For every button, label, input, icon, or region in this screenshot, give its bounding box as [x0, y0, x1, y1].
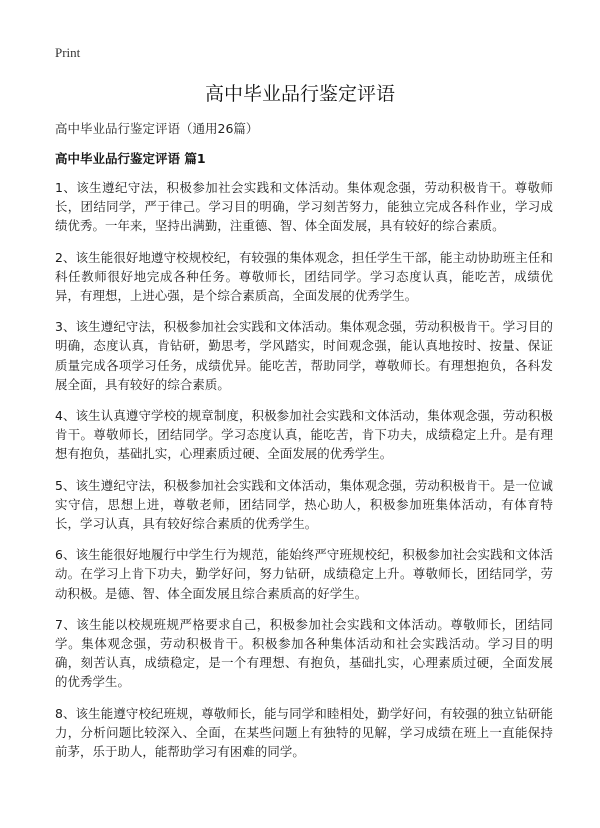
page-title: 高中毕业品行鉴定评语: [204, 83, 395, 105]
paragraph-5: 5、该生遵纪守法，积极参加社会实践和文体活动，集体观念强，劳动积极肯干。是一位诚实守信，思想上进，尊敬老师，团结同学，热心助人，积极参加班集体活动，有体育特长，学习认真，具有较好综合素质的优秀学生。: [55, 477, 553, 532]
print-label[interactable]: Print: [55, 45, 81, 60]
paragraph-4: 4、该生认真遵守学校的规章制度，积极参加社会实践和文体活动，集体观念强，劳动积极肯干。尊敬师长，团结同学。学习态度认真，能吃苦，肯下功夫，成绩稳定上升。是有理想有抱负，基础扎实，心理素质过硬、全面发展的优秀学生。: [55, 408, 553, 462]
paragraph-6: 6、该生能很好地履行中学生行为规范，能始终严守班规校纪，积极参加社会实践和文体活动。在学习上肯下功夫，勤学好问，努力钻研，成绩稳定上升。尊敬师长，团结同学，劳动积极。是德、智、体全面发展且综合素质高的好学生。: [55, 547, 553, 601]
document-body: [55, 178, 553, 773]
paragraph-2: 2、该生能很好地遵守校规校纪，有较强的集体观念，担任学生干部，能主动协助班主任和科任教师很好地完成各种任务。尊敬师长，团结同学。学习态度认真，能吃苦，成绩优异，有理想，上进心强，是个综合素质高，全面发展的优秀学生。: [55, 249, 553, 304]
subtitle: 高中毕业品行鉴定评语（通用26篇）: [55, 121, 259, 136]
paragraph-3: 3、该生遵纪守法，积极参加社会实践和文体活动。集体观念强，劳动积极肯干。学习目的明确，态度认真，肯钻研，勤思考，学风踏实，时间观念强，能认真地按时、按量、保证质量完成各项学习任务，成绩优异。能吃苦，帮助同学，尊敬师长。有理想抱负，各科发展全面，具有较好的综合素质。: [55, 319, 553, 392]
section-heading: 高中毕业品行鉴定评语 篇1: [55, 151, 206, 166]
paragraph-1: 1、该生遵纪守法，积极参加社会实践和文体活动。集体观念强，劳动积极肯干。尊敬师长，团结同学，严于律己。学习目的明确，学习刻苦努力，能独立完成各科作业，学习成绩优秀。一年来，坚持出满勤，注重德、智、体全面发展，具有较好的综合素质。: [55, 180, 553, 234]
paragraph-7: 7、该生能以校规班规严格要求自己，积极参加社会实践和文体活动。尊敬师长，团结同学。集体观念强，劳动积极肯干。积极参加各种集体活动和社会实践活动。学习目的明确，刻苦认真，成绩稳定，是一个有理想、有抱负，基础扎实，心理素质过硬，全面发展的优秀学生。: [55, 616, 553, 690]
paragraph-8: 8、该生能遵守校纪班规，尊敬师长，能与同学和睦相处，勤学好问，有较强的独立钻研能力，分析问题比较深入、全面，在某些问题上有独特的见解，学习成绩在班上一直能保持前茅，乐于助人，能帮助学习有困难的同学。: [55, 705, 553, 760]
